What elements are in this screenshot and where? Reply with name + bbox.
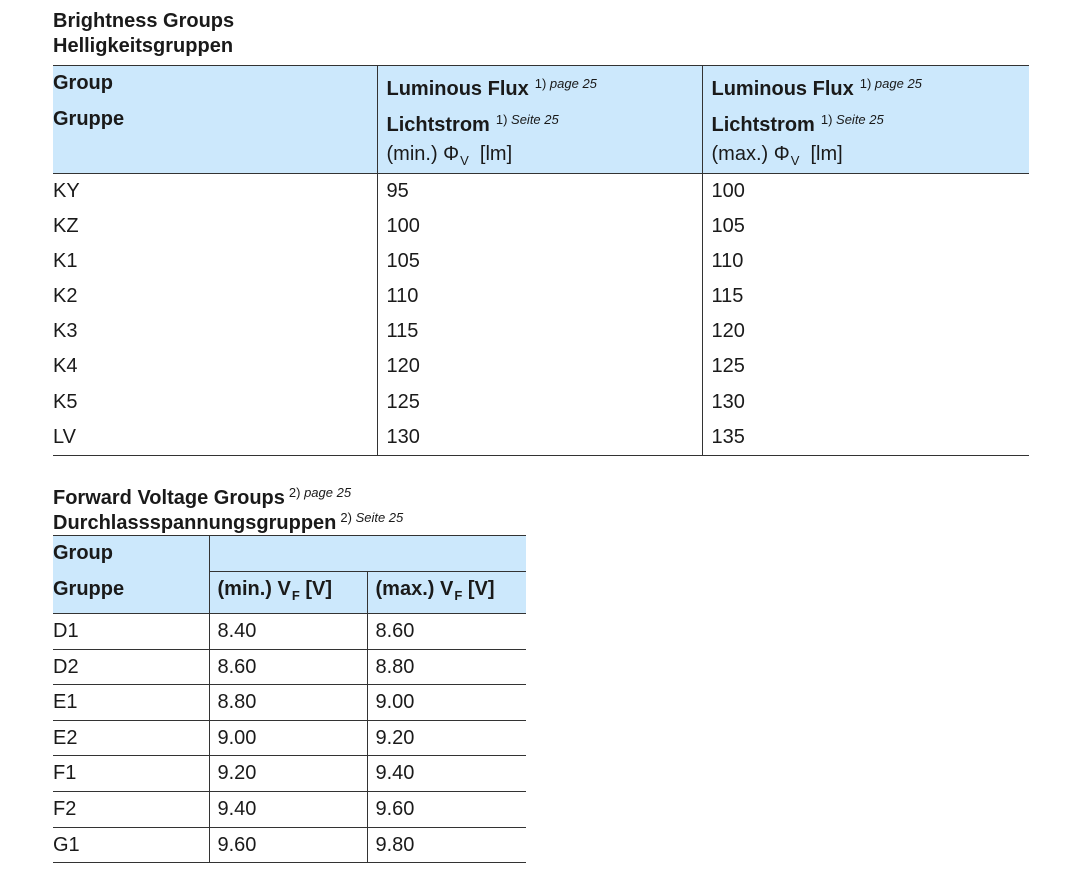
voltage-cell-group: E2 <box>53 720 209 756</box>
table-row <box>53 791 526 827</box>
min-flux-label-de: Lichtstrom <box>386 113 490 136</box>
brightness-cell-min: 125 <box>377 385 702 420</box>
max-footnote-en: 1) page 25 <box>859 76 922 91</box>
voltage-cell-max: 9.80 <box>367 827 526 863</box>
voltage-cell-max: 8.60 <box>367 614 526 650</box>
max-flux-label-en: Luminous Flux <box>711 78 854 100</box>
table-row <box>53 173 1029 209</box>
voltage-cell-max: 9.40 <box>367 756 526 792</box>
table-row <box>53 827 526 863</box>
brightness-cell-max: 105 <box>702 209 1029 244</box>
voltage-cell-min: 8.60 <box>209 649 367 685</box>
voltage-header-spacer <box>209 536 526 572</box>
group-label-en: Group <box>53 72 113 94</box>
brightness-cell-max: 135 <box>702 420 1029 456</box>
brightness-cell-min: 95 <box>377 173 702 209</box>
voltage-cell-max: 9.00 <box>367 685 526 721</box>
voltage-cell-min: 9.40 <box>209 791 367 827</box>
brightness-cell-group: K2 <box>53 285 78 308</box>
voltage-cell-max: 9.20 <box>367 720 526 756</box>
voltage-cell-min: 9.60 <box>209 827 367 863</box>
max-footnote-de: 1) Seite 25 <box>820 111 884 127</box>
voltage-cell-group: D1 <box>53 614 209 650</box>
voltage-header-max: (max.) $V_F$ [V] <box>367 572 526 614</box>
voltage-header-min: (min.) $V_F$ [V] <box>209 572 367 614</box>
table-row <box>53 614 526 650</box>
brightness-cell-group: K5 <box>53 390 78 413</box>
voltage-group-label-en: Group <box>53 542 113 564</box>
voltage-cell-group: F1 <box>53 756 209 792</box>
brightness-title-de: Helligkeitsgruppen <box>53 35 234 57</box>
brightness-cell-min: 130 <box>377 420 702 456</box>
voltage-cell-group: D2 <box>53 649 209 685</box>
brightness-header-group <box>53 66 377 174</box>
table-row <box>53 649 526 685</box>
table-row <box>53 420 1029 456</box>
table-row <box>53 279 1029 314</box>
table-row <box>53 385 1029 420</box>
brightness-cell-max: 110 <box>702 244 1029 279</box>
min-footnote-en: 1) page 25 <box>534 76 597 91</box>
brightness-cell-group: K4 <box>53 355 78 378</box>
table-row <box>53 314 1029 349</box>
max-flux-unit: (max.) $\Phi_V$ [lm] <box>711 143 843 168</box>
table-row <box>53 685 526 721</box>
brightness-title-en: Brightness Groups <box>53 10 235 32</box>
group-label-de: Gruppe <box>53 107 125 130</box>
table-row <box>53 349 1029 384</box>
voltage-cell-min: 8.80 <box>209 685 367 721</box>
brightness-cell-min: 105 <box>377 244 702 279</box>
voltage-group-label-de: Gruppe <box>53 572 209 614</box>
brightness-cell-group: K3 <box>53 320 78 343</box>
voltage-cell-group: F2 <box>53 791 209 827</box>
voltage-cell-group: G1 <box>53 827 209 863</box>
voltage-cell-group: E1 <box>53 685 209 721</box>
brightness-cell-max: 115 <box>702 279 1029 314</box>
brightness-table <box>53 65 1029 456</box>
brightness-cell-group: KZ <box>53 214 79 237</box>
voltage-cell-min: 8.40 <box>209 614 367 650</box>
brightness-header-row <box>53 66 1029 174</box>
brightness-cell-max: 125 <box>702 349 1029 384</box>
voltage-title-en: Forward Voltage Groups $^{2) page 25}$ <box>53 485 352 509</box>
voltage-footnote-de: 2) Seite 25 <box>340 510 404 525</box>
min-flux-label-en: Luminous Flux <box>386 78 529 100</box>
max-flux-label-de: Lichtstrom <box>711 113 815 136</box>
table-row <box>53 720 526 756</box>
voltage-cell-max: 8.80 <box>367 649 526 685</box>
brightness-cell-min: 120 <box>377 349 702 384</box>
brightness-cell-group: LV <box>53 425 76 448</box>
table-row <box>53 209 1029 244</box>
voltage-table <box>53 535 526 863</box>
voltage-cell-min: 9.00 <box>209 720 367 756</box>
brightness-cell-max: 120 <box>702 314 1029 349</box>
table-row <box>53 244 1029 279</box>
brightness-cell-min: 110 <box>377 279 702 314</box>
voltage-header-row-1 <box>53 536 526 572</box>
brightness-cell-max: 130 <box>702 385 1029 420</box>
brightness-cell-max: 100 <box>702 173 1029 209</box>
brightness-cell-group: K1 <box>53 249 78 272</box>
brightness-header-min <box>377 66 702 174</box>
brightness-cell-min: 115 <box>377 314 702 349</box>
brightness-cell-group: KY <box>53 179 80 202</box>
min-flux-unit: (min.) $\Phi_V$ [lm] <box>386 143 513 168</box>
table-row <box>53 756 526 792</box>
voltage-cell-max: 9.60 <box>367 791 526 827</box>
brightness-header-max <box>702 66 1029 174</box>
brightness-cell-min: 100 <box>377 209 702 244</box>
min-footnote-de: 1) Seite 25 <box>495 111 559 127</box>
voltage-header-row-2 <box>53 572 526 614</box>
voltage-cell-min: 9.20 <box>209 756 367 792</box>
voltage-title-de: Durchlassspannungsgruppen $^{2) Seite 25}$ <box>53 510 404 534</box>
voltage-footnote-en: 2) page 25 <box>288 485 352 500</box>
